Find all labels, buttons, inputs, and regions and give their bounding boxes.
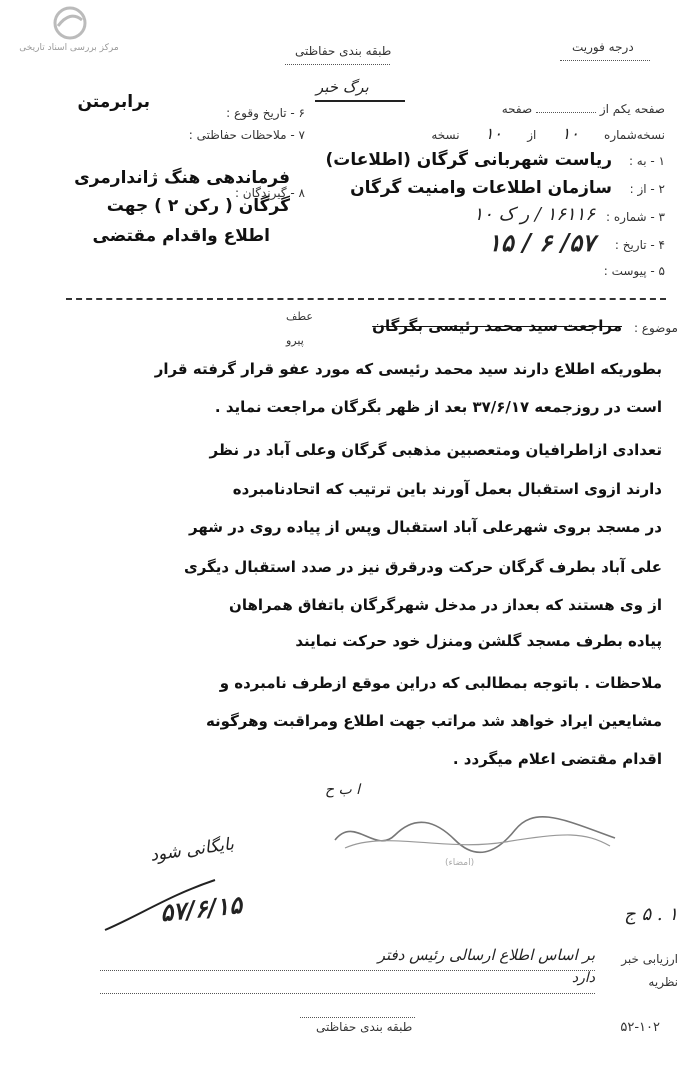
- copy-from: از: [527, 128, 537, 142]
- pen-stroke-icon: [100, 875, 220, 935]
- classification-top: طبقه بندی حفاظتی: [295, 44, 392, 58]
- form-title: برگ خبر: [316, 78, 369, 96]
- evaluation-underline: [100, 970, 595, 971]
- copy-number-row: [431, 124, 665, 143]
- field-6-value: برابرمتن: [77, 92, 150, 112]
- body-line: اقدام مقتضی اعلام میگردد .: [452, 750, 662, 768]
- body-line: دارند ازوی استقبال بعمل آورند باین ترتیب که اتحادنامبرده: [232, 480, 662, 498]
- form-number: ۵۲-۱۰۲: [620, 1020, 660, 1035]
- evaluation-label: ارزیابی خبر: [621, 952, 678, 966]
- header-separator: [66, 298, 666, 300]
- field-1-label: ۱ - به :: [628, 154, 665, 168]
- body-line: است در روزجمعه ۳۷/۶/۱۷ بعد از ظهر بگرگان مراجعت نماید .: [214, 398, 662, 416]
- copy-label: نسخه‌شماره: [604, 128, 665, 142]
- signature: [325, 810, 625, 868]
- field-7-label: ۷ - ملاحظات حفاظتی :: [188, 128, 305, 142]
- form-title-scribble: [315, 100, 405, 102]
- copy-total: ۱۰: [484, 124, 502, 143]
- subject-margin-note-1: عطف: [286, 310, 313, 323]
- field-2-label: ۲ - از :: [629, 182, 665, 196]
- handwritten-note-1: بایگانی شود: [149, 834, 236, 866]
- field-1-value: ریاست شهربانی گرگان (اطلاعات): [325, 150, 612, 170]
- archive-logo-icon: [50, 6, 90, 40]
- subject-text: مراجعت سید محمد رئیسی بگرگان: [372, 317, 622, 335]
- urgency-label: درجه فوریت: [572, 40, 634, 54]
- recipient-line-1: فرماندهی هنگ ژاندارمری: [74, 168, 290, 188]
- classification-bottom: طبقه بندی حفاظتی: [316, 1020, 413, 1034]
- signature-scrawl: (امضاء): [445, 858, 475, 868]
- note-a: ا ب ح: [325, 782, 361, 798]
- body-line: تعدادی ازاطرافیان ومتعصبین مذهبی گرگان وعلی آباد در نظر: [209, 441, 662, 459]
- evaluation-code: ۱ . ۵ ج: [624, 904, 678, 925]
- body-line: پیاده بطرف مسجد گلشن ومنزل خود حرکت نمایند: [295, 632, 662, 650]
- body-line: ملاحظات . باتوجه بمطالبی که دراین موقع ازطرف نامبرده و: [219, 674, 662, 692]
- body-line: مشایعین ایراد خواهد شد مراتب جهت اطلاع ومراقبت وهرگونه: [205, 712, 662, 730]
- urgency-underline: [560, 60, 650, 61]
- field-2-value: سازمان اطلاعات وامنیت گرگان: [350, 178, 612, 198]
- archive-logo: [14, 6, 124, 56]
- field-3-label: ۳ - شماره :: [606, 210, 665, 224]
- field-5-label: ۵ - پیوست :: [603, 264, 665, 278]
- page-suffix: صفحه: [501, 102, 533, 116]
- subject-label: موضوع :: [633, 321, 678, 335]
- page-label-text: صفحه یکم از: [599, 102, 665, 116]
- body-line: در مسجد بروی شهرعلی آباد استقبال وپس از پیاده روی در شهر: [189, 518, 662, 536]
- signature-scrawl-icon: [325, 810, 625, 860]
- opinion-label: نظریه: [648, 975, 678, 989]
- classification-top-underline: [285, 64, 390, 65]
- recipient-line-3: اطلاع واقدام مقتضی: [92, 226, 270, 246]
- field-8-label: ۸ - گیرندگان :: [234, 186, 305, 200]
- handwritten-note-2: ۵۷/۶/۱۵: [158, 889, 244, 928]
- subject-margin-note-2: پیرو: [286, 334, 304, 347]
- copy-number: ۱۰: [561, 124, 579, 143]
- body-line: از وی هستند که بعداز در مدخل شهرگرگان باتفاق همراهان: [229, 596, 662, 614]
- field-3-value: ۱۶۱۱۶ / ر ک ۱۰: [473, 204, 595, 225]
- field-4-value: ۵۷/ ۶ / ۱۵: [487, 228, 595, 257]
- field-6-label: ۶ - تاریخ وقوع :: [226, 106, 305, 120]
- copy-suffix: نسخه: [431, 128, 460, 142]
- classification-bottom-overline: [300, 1017, 415, 1018]
- body-line: بطوریکه اطلاع دارند سید محمد رئیسی که مورد عفو قرار گرفته قرار: [154, 360, 662, 378]
- evaluation-value: بر اساس اطلاع ارسالی رئیس دفتر: [377, 946, 595, 964]
- opinion-underline: [100, 993, 595, 994]
- body-line: علی آباد بطرف گرگان حرکت ودرقرق نیز در صدد استقبال دیگری: [183, 558, 662, 576]
- archive-logo-text: مرکز بررسی اسناد تاریخی: [19, 43, 119, 53]
- opinion-value: دارد: [571, 970, 595, 986]
- field-4-label: ۴ - تاریخ :: [614, 238, 665, 252]
- recipient-line-2: گرگان ( رکن ۲ ) جهت: [106, 196, 290, 216]
- handwritten-stroke: [100, 875, 220, 939]
- page-label: [502, 102, 665, 116]
